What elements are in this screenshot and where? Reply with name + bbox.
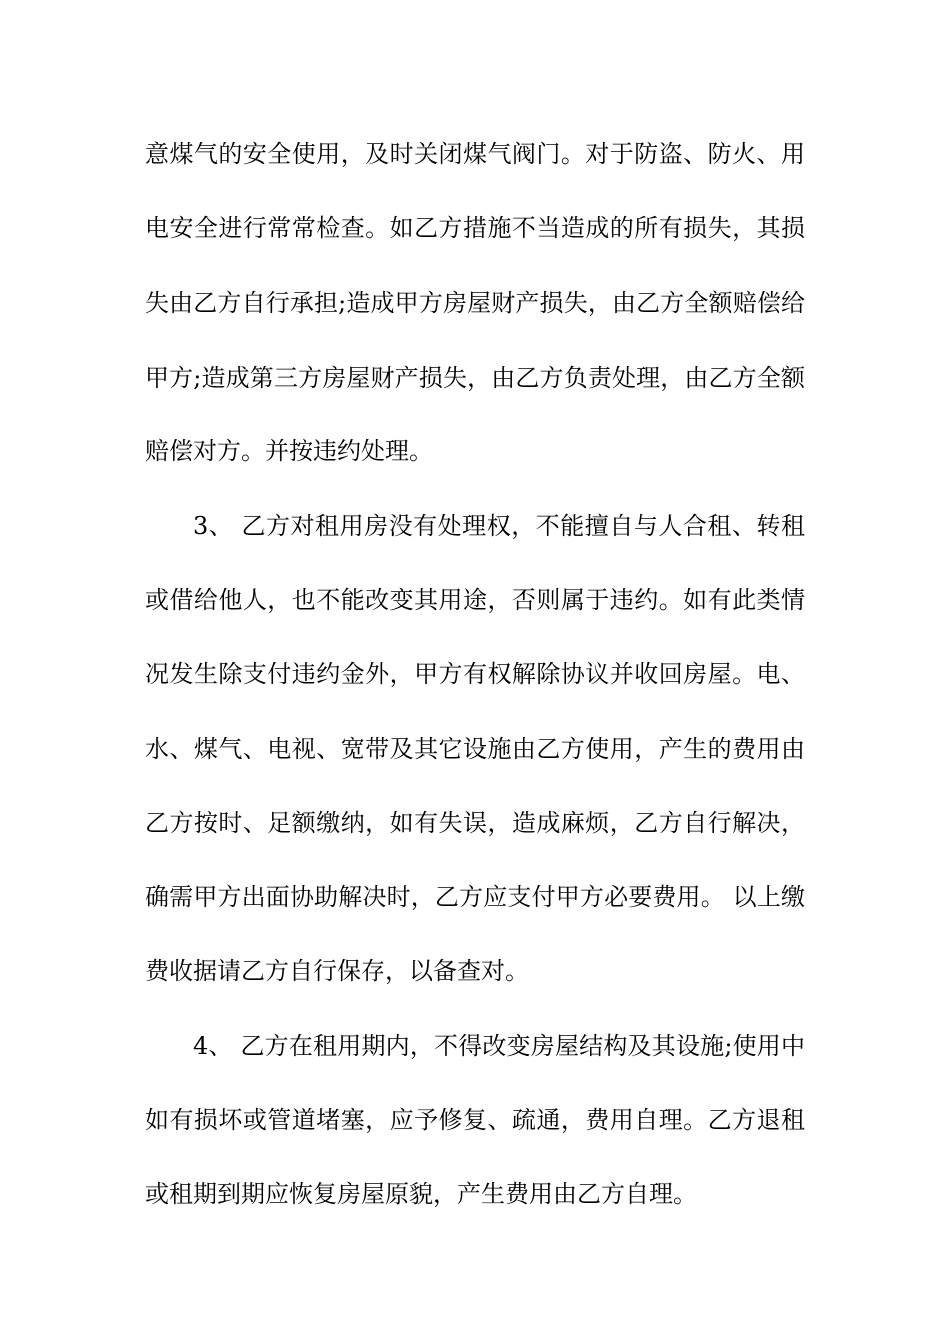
text-line: 费收据请乙方自行保存，以备查对。 xyxy=(145,957,529,985)
paragraph-3-first-line: 3、 乙方对租用房没有处理权，不能擅自与人合租、转租 xyxy=(193,512,805,540)
text-line: 如有损坏或管道堵塞，应予修复、疏通，费用自理。乙方退租 xyxy=(145,1106,805,1134)
text-line: 赔偿对方。并按违约处理。 xyxy=(145,437,433,465)
text-line: 失由乙方自行承担;造成甲方房屋财产损失，由乙方全额赔偿给 xyxy=(145,289,805,317)
text-line: 乙方按时、足额缴纳，如有失误，造成麻烦，乙方自行解决， xyxy=(145,809,805,837)
text-line: 甲方;造成第三方房屋财产损失，由乙方负责处理，由乙方全额 xyxy=(145,364,805,392)
text-line: 电安全进行常常检查。如乙方措施不当造成的所有损失，其损 xyxy=(145,214,805,242)
text-line: 况发生除支付违约金外，甲方有权解除协议并收回房屋。电、 xyxy=(145,660,805,688)
text-line: 水、煤气、电视、宽带及其它设施由乙方使用，产生的费用由 xyxy=(145,735,805,763)
text-line: 意煤气的安全使用，及时关闭煤气阀门。对于防盗、防火、用 xyxy=(145,140,805,168)
text-line: 确需甲方出面协助解决时，乙方应支付甲方必要费用。 以上缴 xyxy=(145,883,805,911)
text-line: 或租期到期应恢复房屋原貌，产生费用由乙方自理。 xyxy=(145,1180,697,1208)
paragraph-4-first-line: 4、 乙方在租用期内，不得改变房屋结构及其设施;使用中 xyxy=(193,1032,805,1060)
text-line: 或借给他人，也不能改变其用途，否则属于违约。如有此类情 xyxy=(145,586,805,614)
